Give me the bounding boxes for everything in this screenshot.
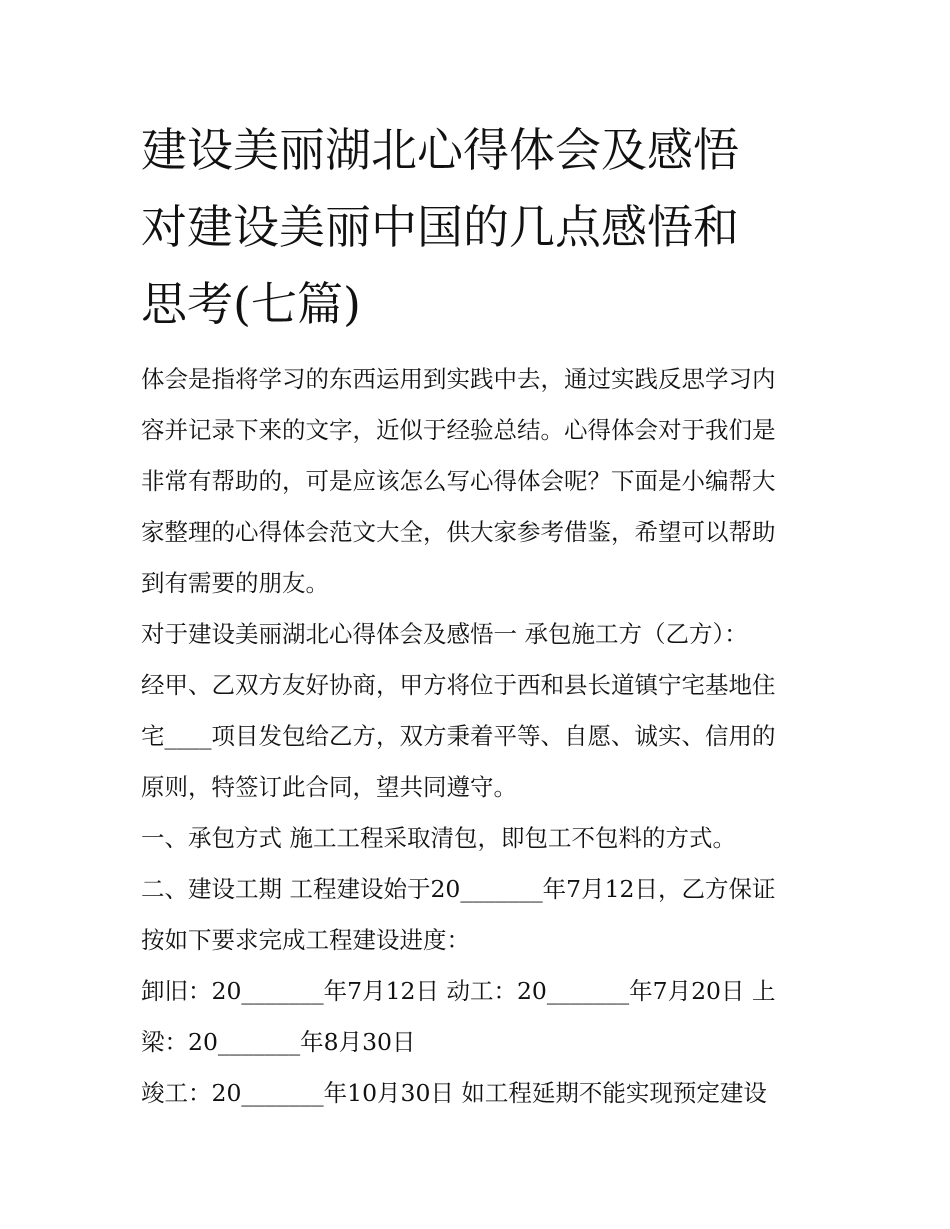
body-line: 到有需要的朋友。 <box>141 569 329 597</box>
body-line: 竣工：20_______年10月30日 如工程延期不能实现预定建设 <box>141 1079 767 1107</box>
body-line: 原则，特签订此合同，望共同遵守。 <box>141 773 517 801</box>
body-line: 家整理的心得体会范文大全，供大家参考借鉴，希望可以帮助 <box>141 518 776 546</box>
body-line: 按如下要求完成工程建设进度： <box>141 926 470 954</box>
title-line: 思考(七篇) <box>141 277 361 331</box>
body-line: 二、建设工期 工程建设始于20_______年7月12日，乙方保证 <box>141 875 776 903</box>
body-line: 体会是指将学习的东西运用到实践中去，通过实践反思学习内 <box>141 365 776 393</box>
body-line: 容并记录下来的文字，近似于经验总结。心得体会对于我们是 <box>141 416 776 444</box>
body-line: 卸旧：20_______年7月12日 动工：20_______年7月20日 上 <box>141 977 776 1005</box>
document-title <box>141 112 821 343</box>
body-line: 对于建设美丽湖北心得体会及感悟一 承包施工方（乙方）： <box>141 620 748 648</box>
document-body <box>141 354 821 1119</box>
body-line: 梁：20_______年8月30日 <box>141 1028 416 1056</box>
body-line: 宅____项目发包给乙方，双方秉着平等、自愿、诚实、信用的 <box>141 722 776 750</box>
title-line: 建设美丽湖北心得体会及感悟 <box>141 123 739 177</box>
body-line: 一、承包方式 施工工程采取清包，即包工不包料的方式。 <box>141 824 736 852</box>
body-line: 非常有帮助的，可是应该怎么写心得体会呢？下面是小编帮大 <box>141 467 776 495</box>
body-line: 经甲、乙双方友好协商，甲方将位于西和县长道镇宁宅基地住 <box>141 671 776 699</box>
title-line: 对建设美丽中国的几点感悟和 <box>141 200 739 254</box>
